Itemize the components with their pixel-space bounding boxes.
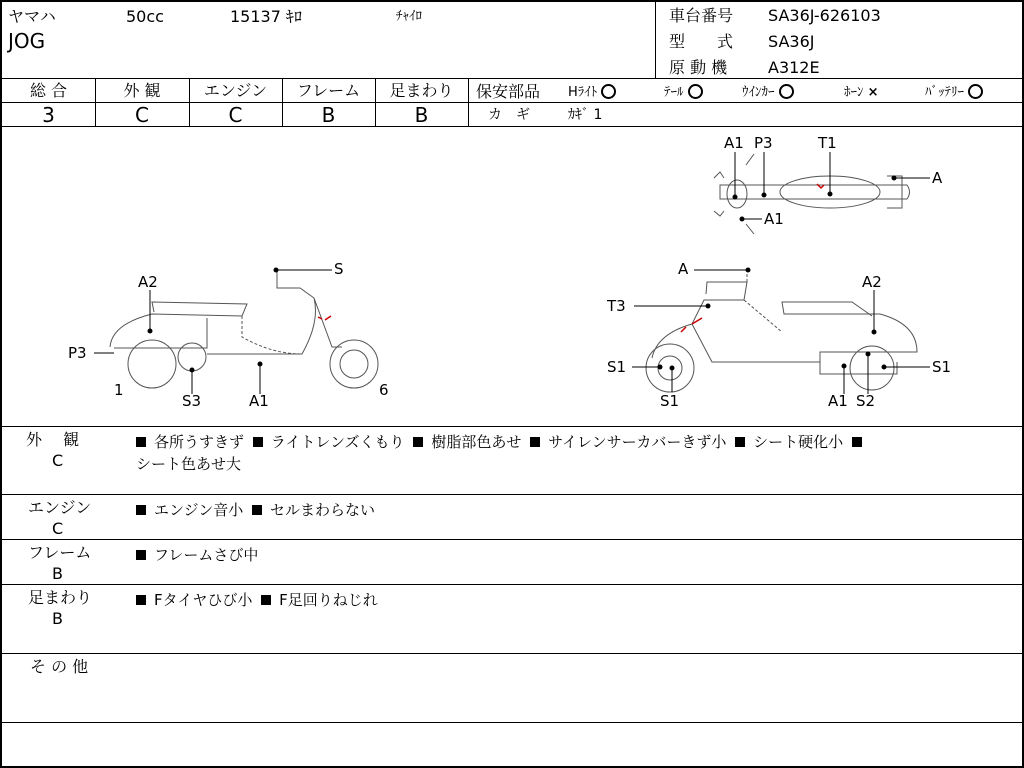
chassis-value: SA36J-626103 bbox=[768, 6, 881, 25]
bullet-icon bbox=[261, 595, 271, 605]
right-label-s1c: S1 bbox=[932, 358, 952, 376]
note-exterior-grade: C bbox=[52, 451, 64, 470]
bullet-icon bbox=[252, 505, 262, 515]
key-value: ｶｷﾞ 1 bbox=[568, 107, 603, 123]
safety-winker: ｳｲﾝｶｰ bbox=[742, 84, 794, 102]
note-exterior-items: 各所うすきず ライトレンズくもり 樹脂部色あせ サイレンサーカバーきず小 シート硬化小 シート色あせ大 bbox=[132, 431, 1018, 475]
key-label: カ ギ bbox=[488, 107, 530, 123]
bullet-icon bbox=[136, 550, 146, 560]
right-label-s2: S2 bbox=[856, 392, 876, 410]
grade-exterior-label: 外 観 bbox=[123, 81, 161, 100]
displacement: 50cc bbox=[126, 7, 164, 26]
grade-engine-label: エンジン bbox=[203, 81, 268, 100]
safety-title: 保安部品 bbox=[476, 82, 541, 101]
right-label-a2: A2 bbox=[862, 273, 882, 291]
circle-icon bbox=[968, 84, 983, 99]
note-frame-title: フレーム bbox=[28, 543, 92, 562]
grade-exterior-value: C bbox=[135, 103, 149, 127]
note-engine-items: エンジン音小 セルまわらない bbox=[132, 499, 375, 521]
left-label-s: S bbox=[334, 260, 344, 278]
bullet-icon bbox=[852, 437, 862, 447]
top-view-scooter bbox=[714, 154, 910, 234]
damage-marks bbox=[318, 184, 824, 332]
cross-icon: × bbox=[867, 85, 879, 100]
bullet-icon bbox=[136, 505, 146, 515]
safety-horn: ﾎｰﾝ × bbox=[844, 85, 879, 100]
type-value: SA36J bbox=[768, 32, 815, 51]
note-engine-grade: C bbox=[52, 519, 64, 538]
right-label-s1a: S1 bbox=[607, 358, 627, 376]
note-suspension-items: Fタイヤひび小 F足回りねじれ bbox=[132, 589, 378, 611]
top-label-a1: A1 bbox=[724, 134, 744, 152]
left-label-a1: A1 bbox=[249, 392, 269, 410]
safety-battery: ﾊﾞｯﾃﾘｰ bbox=[925, 84, 983, 102]
left-label-a2: A2 bbox=[138, 273, 158, 291]
engine-value: A312E bbox=[768, 58, 820, 77]
bullet-icon bbox=[413, 437, 423, 447]
grade-frame-value: B bbox=[321, 103, 336, 127]
model-name: JOG bbox=[8, 29, 46, 53]
grade-frame-label: フレーム bbox=[296, 81, 361, 100]
type-label: 型 式 bbox=[669, 32, 734, 51]
circle-icon bbox=[779, 84, 794, 99]
left-label-p3: P3 bbox=[68, 344, 87, 362]
note-other-title: そ の 他 bbox=[30, 657, 89, 676]
right-label-s1b: S1 bbox=[660, 392, 680, 410]
mileage: 15137 ｷﾛ bbox=[230, 7, 302, 26]
note-frame-grade: B bbox=[52, 564, 63, 583]
top-label-a: A bbox=[932, 169, 943, 187]
right-label-a: A bbox=[678, 260, 689, 278]
diagram-rule bbox=[2, 426, 1022, 427]
header-divider bbox=[655, 2, 656, 78]
condition-diagram bbox=[2, 126, 1022, 426]
safety-headlight: Hﾗｲﾄ bbox=[568, 84, 616, 102]
engine-label: 原 動 機 bbox=[669, 58, 728, 77]
right-label-a1: A1 bbox=[828, 392, 848, 410]
bullet-icon bbox=[136, 437, 146, 447]
note-exterior-title: 外 観 bbox=[26, 430, 80, 449]
bullet-icon bbox=[530, 437, 540, 447]
note-suspension-title: 足まわり bbox=[28, 588, 93, 607]
circle-icon bbox=[688, 84, 703, 99]
safety-midline bbox=[468, 102, 1022, 103]
circle-icon bbox=[601, 84, 616, 99]
note-engine-title: エンジン bbox=[28, 498, 92, 517]
bullet-icon bbox=[253, 437, 263, 447]
right-label-t3: T3 bbox=[607, 297, 626, 315]
top-label-p3: P3 bbox=[754, 134, 773, 152]
top-label-t1: T1 bbox=[818, 134, 837, 152]
header-rule bbox=[2, 78, 1022, 79]
color: ﾁｬｲﾛ bbox=[396, 9, 422, 24]
note-frame-items: フレームさび中 bbox=[132, 544, 258, 566]
grade-overall-value: 3 bbox=[42, 103, 55, 127]
bullet-icon bbox=[735, 437, 745, 447]
left-label-s3: S3 bbox=[182, 392, 202, 410]
left-label-1: 1 bbox=[114, 381, 124, 399]
safety-taillight: ﾃｰﾙ bbox=[664, 84, 703, 102]
grade-suspension-value: B bbox=[414, 103, 429, 127]
left-label-6: 6 bbox=[379, 381, 389, 399]
bullet-icon bbox=[136, 595, 146, 605]
note-suspension-grade: B bbox=[52, 609, 63, 628]
grade-engine-value: C bbox=[228, 103, 243, 127]
top-label-a1b: A1 bbox=[764, 210, 784, 228]
grade-overall-label: 総 合 bbox=[29, 81, 68, 100]
maker: ヤマハ bbox=[8, 7, 56, 26]
grade-suspension-label: 足まわり bbox=[389, 81, 454, 100]
chassis-label: 車台番号 bbox=[669, 6, 734, 25]
